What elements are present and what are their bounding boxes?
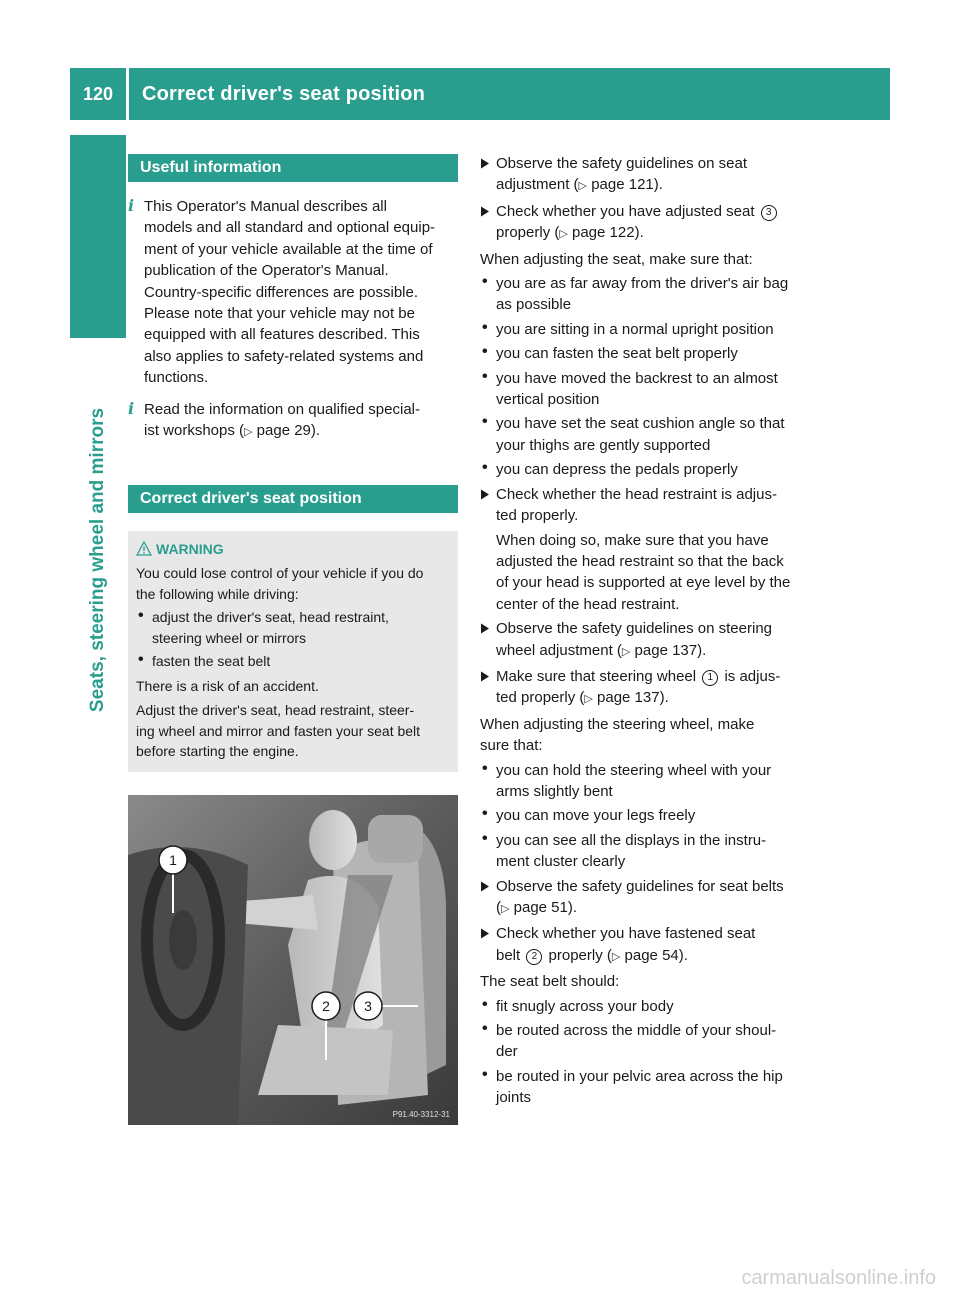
- callout-number: 2: [526, 949, 542, 965]
- text-line: Adjust the driver's seat, head restraint, steer-: [136, 702, 415, 719]
- text-line: publication of the Operator's Manual.: [144, 262, 389, 280]
- driver-seat-photo: [128, 795, 458, 1125]
- instruction-step: Observe the safety guidelines for seat belts (▷ page 51).: [480, 876, 815, 921]
- warning-title: WARNING: [136, 539, 450, 559]
- page-reference-link[interactable]: page 54: [624, 946, 679, 964]
- page-reference-link[interactable]: page 122: [572, 224, 635, 242]
- step-arrow-icon: [480, 623, 490, 634]
- figure-code: P91.40-3312-31: [392, 1110, 450, 1119]
- instruction-step: Check whether the head restraint is adjus- ted properly.: [480, 484, 815, 527]
- list-item: • you have moved the backrest to an almost vertical position: [480, 368, 815, 411]
- text-line: This Operator's Manual describes all: [144, 198, 387, 215]
- instruction-step: Observe the safety guidelines on seat adjustment (▷ page 121).: [480, 153, 815, 198]
- text-line: ing wheel and mirror and fasten your seat belt: [136, 722, 421, 739]
- instruction-step: Make sure that steering wheel 1 is adjus- ted properly (▷ page 137).: [480, 666, 815, 711]
- page-reference-link[interactable]: page 51: [513, 899, 568, 916]
- section-heading-correct-position: Correct driver's seat position: [128, 485, 458, 513]
- list-item: • you can fasten the seat belt properly: [480, 343, 815, 364]
- footer-watermark: carmanualsonline.info: [741, 1267, 936, 1289]
- info-icon: i: [128, 196, 135, 215]
- page-ref-arrow-icon: ▷: [244, 426, 253, 439]
- callout-2: 2: [322, 998, 330, 1014]
- text-line: ment of your vehicle available at the time of: [144, 240, 433, 258]
- text-line: equipped with all features described. This: [144, 326, 420, 344]
- page-ref-arrow-icon: ▷: [584, 693, 593, 706]
- page-reference-link[interactable]: page 137: [634, 641, 698, 659]
- step-arrow-icon: [480, 671, 490, 682]
- list-item: • you can hold the steering wheel with your arms slightly bent: [480, 760, 815, 803]
- text-line: You could lose control of your vehicle if you do: [136, 565, 424, 582]
- list-item: • fasten the seat belt: [136, 651, 450, 672]
- step-arrow-icon: [480, 489, 490, 500]
- callout-number: 1: [702, 670, 718, 686]
- step-arrow-icon: [480, 158, 490, 169]
- step-arrow-icon: [480, 928, 490, 939]
- text-line: sure that:: [480, 737, 543, 755]
- page-ref-arrow-icon: ▷: [559, 228, 568, 241]
- text-line: Read the information on qualified special-: [144, 400, 420, 418]
- page-ref-arrow-icon: ▷: [621, 645, 631, 658]
- page-ref-arrow-icon: ▷: [578, 180, 588, 193]
- text-line: Country-specific differences are possible.: [144, 283, 419, 301]
- page-ref-arrow-icon: ▷: [501, 903, 510, 915]
- info-paragraph: [128, 196, 458, 389]
- text-line: ist workshops (▷ page 29).: [144, 422, 321, 440]
- callout-3: 3: [364, 998, 372, 1014]
- list-item: • you can see all the displays in the instru- ment cluster clearly: [480, 830, 815, 873]
- page-reference-link[interactable]: page 137: [597, 689, 660, 707]
- step-arrow-icon: [480, 206, 490, 217]
- list-item: • you are as far away from the driver's air bag as possible: [480, 273, 815, 316]
- info-icon: i: [128, 398, 135, 418]
- text-line: also applies to safety-related systems and: [144, 347, 424, 365]
- callout-number: 3: [761, 205, 777, 221]
- text-line: models and all standard and optional equip-: [144, 219, 436, 237]
- instruction-step: Check whether you have adjusted seat 3 properly (▷ page 122).: [480, 201, 815, 246]
- header-divider: [126, 68, 129, 120]
- list-item: • you can depress the pedals properly: [480, 459, 815, 480]
- list-item: • fit snugly across your body: [480, 996, 815, 1017]
- instruction-step: Check whether you have fastened seat belt 2 properly (▷ page 54).: [480, 923, 815, 968]
- list-item: • adjust the driver's seat, head restraint, steering wheel or mirrors: [136, 607, 450, 648]
- text-line: Please note that your vehicle may not be: [144, 305, 415, 323]
- list-item: • you are sitting in a normal upright position: [480, 319, 815, 340]
- page-ref-arrow-icon: ▷: [611, 950, 621, 963]
- page-title: Correct driver's seat position: [142, 82, 426, 105]
- section-heading-useful-information: Useful information: [128, 154, 458, 182]
- text-block: When doing so, make sure that you have adjusted the head restraint so that the back of your head is supported at eye level by the center of the head restraint.: [496, 531, 791, 613]
- text-line: The seat belt should:: [480, 973, 620, 991]
- text-line: When adjusting the seat, make sure that:: [480, 250, 753, 268]
- list-item: • be routed across the middle of your shoul- der: [480, 1020, 815, 1063]
- text-line: There is a risk of an accident.: [136, 677, 319, 694]
- list-item: • you have set the seat cushion angle so that your thighs are gently supported: [480, 413, 815, 456]
- page-reference-link[interactable]: page 121: [591, 176, 654, 194]
- text-line: before starting the engine.: [136, 743, 299, 760]
- warning-box: [128, 531, 458, 772]
- callout-1: 1: [169, 852, 177, 868]
- page-number: 120: [82, 83, 114, 104]
- info-paragraph: [128, 399, 458, 444]
- seat-position-illustration: [128, 795, 458, 1125]
- page-reference-link[interactable]: page 29: [256, 422, 311, 440]
- text-line: functions.: [144, 369, 209, 387]
- list-item: • be routed in your pelvic area across the hip joints: [480, 1066, 815, 1109]
- side-tab-block: [70, 135, 126, 338]
- warning-triangle-icon: [136, 541, 152, 556]
- list-item: • you can move your legs freely: [480, 805, 815, 826]
- text-line: When adjusting the steering wheel, make: [480, 715, 755, 733]
- right-column: [480, 153, 815, 1109]
- side-tab-label: Seats, steering wheel and mirrors: [87, 407, 108, 713]
- text-line: the following while driving:: [136, 585, 299, 602]
- left-column: [128, 154, 458, 772]
- step-arrow-icon: [480, 881, 490, 892]
- instruction-step: Observe the safety guidelines on steering wheel adjustment (▷ page 137).: [480, 618, 815, 663]
